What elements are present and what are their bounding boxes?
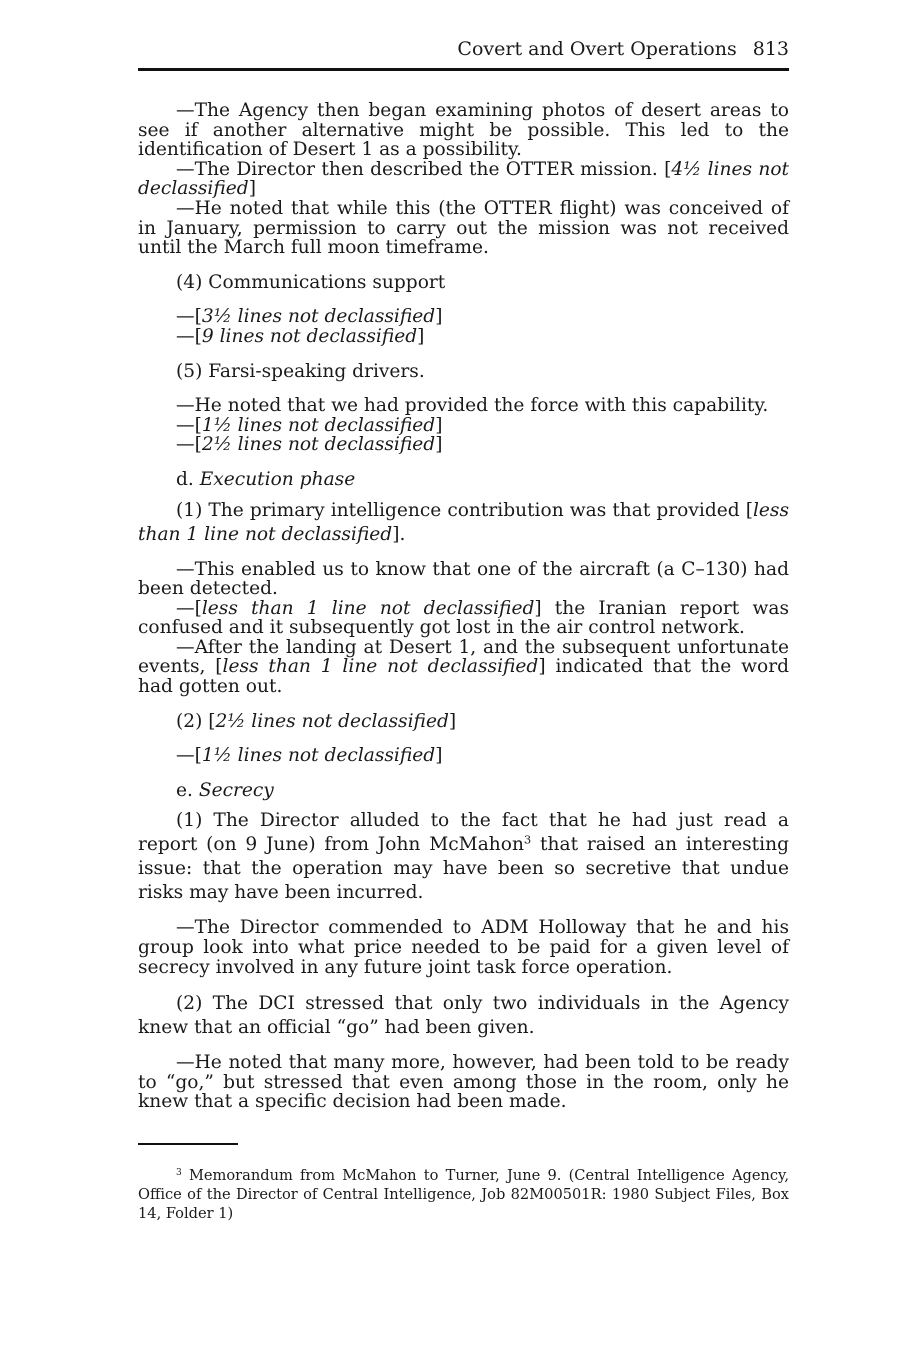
paragraph-text: that raised an interesting issue: that the operation may have been so secretive that undue risks may have been incurred. <box>138 834 789 904</box>
bracket: ] <box>435 306 443 328</box>
redaction-note: 2½ lines not declassified <box>215 710 449 732</box>
footnote-marker: 3 <box>176 1168 182 1179</box>
paragraph <box>138 599 789 638</box>
paragraph-text: ] the Iranian report was confused and it subsequently got lost in the air control network. <box>138 597 789 639</box>
redaction-note: less than 1 line not declassified <box>138 499 789 545</box>
bracket: ] <box>417 325 425 347</box>
paragraph: (2) The DCI stressed that only two individuals in the Agency knew that an official “go” had been given. <box>138 993 789 1039</box>
page-number: 813 <box>752 38 789 60</box>
paragraph <box>138 416 789 436</box>
redaction-note: less than 1 line not declassified <box>222 656 539 678</box>
section-title: Secrecy <box>198 779 274 801</box>
bracket: ]. <box>392 523 406 545</box>
bracket: ] <box>435 414 443 436</box>
paragraph: (4) Communications support <box>176 271 446 293</box>
footnote <box>138 1166 789 1223</box>
paragraph-text: —After the landing at Desert 1, and the subsequent unfortunate events, [ <box>138 636 789 678</box>
paragraph-text: (1) The Director alluded to the fact that he had just read a report (on 9 June) from John McMahon <box>138 810 789 856</box>
paragraph: —This enabled us to know that one of the aircraft (a C–130) had been detected. <box>138 558 789 600</box>
paragraph <box>138 160 789 199</box>
bracket: (2) [ <box>176 710 216 732</box>
redaction-note: 1½ lines not declassified <box>201 414 436 436</box>
paragraph: —He noted that while this (the OTTER flight) was conceived of in January, permission to carry out the mission was not received until the March full moon timeframe. <box>138 197 789 259</box>
running-header-title: Covert and Overt Operations <box>457 38 737 60</box>
bracket: —[ <box>176 325 202 347</box>
paragraph-text: ] indicated that the word had gotten out. <box>138 656 789 698</box>
bracket: —[ <box>176 306 202 328</box>
section-title: Execution phase <box>199 468 356 490</box>
paragraph-text: —The Director then described the OTTER mission. [ <box>176 158 672 180</box>
paragraph: (5) Farsi-speaking drivers. <box>176 360 425 382</box>
bracket: ] <box>435 745 443 767</box>
paragraph <box>138 307 789 327</box>
paragraph: —The Agency then began examining photos of desert areas to see if another alternative might be possible. This led to the identification of Desert 1 as a possibility. <box>138 100 789 161</box>
redaction-note: less than 1 line not declassified <box>201 597 535 619</box>
footnote-text: Memorandum from McMahon to Turner, June 9. (Central Intelligence Agency, Office of the Director of Central Intelligence, Job 82M00501R: 1980 Subject Files, Box 14, Folder 1) <box>138 1167 789 1222</box>
paragraph: —The Director commended to ADM Holloway that he and his group look into what price needed to be paid for a given level of secrecy involved in any future joint task force operation. <box>138 917 789 978</box>
running-header <box>138 38 789 64</box>
redaction-note: 3½ lines not declassified <box>201 306 436 328</box>
paragraph <box>138 638 789 697</box>
bracket: ] <box>448 710 457 732</box>
paragraph <box>138 809 789 905</box>
redaction-note: 4½ lines not declassified <box>138 158 790 200</box>
section-label: e. <box>176 779 199 801</box>
footnote-rule <box>138 1143 238 1145</box>
bracket: —[ <box>176 597 202 619</box>
document-body <box>138 101 789 1112</box>
bracket: —[ <box>176 414 202 436</box>
redaction-note: 2½ lines not declassified <box>201 434 436 456</box>
header-rule <box>138 68 789 71</box>
paragraph <box>138 712 789 732</box>
paragraph <box>138 746 789 766</box>
paragraph: —He noted that many more, however, had been told to be ready to “go,” but stressed that even among those in the room, only he knew that a specific decision had been made. <box>138 1052 789 1113</box>
section-label: d. <box>176 468 200 490</box>
paragraph <box>138 327 789 347</box>
bracket: ] <box>248 178 256 200</box>
bracket: —[ <box>176 434 202 456</box>
paragraph <box>138 499 789 547</box>
section-heading <box>138 781 789 801</box>
bracket: —[ <box>176 745 202 767</box>
footnote-reference[interactable]: 3 <box>523 833 532 848</box>
paragraph <box>138 435 789 455</box>
paragraph: —He noted that we had provided the force with this capability. <box>176 395 769 417</box>
paragraph-text: (1) The primary intelligence contribution was that provided [ <box>176 499 753 521</box>
redaction-note: 1½ lines not declassified <box>201 745 436 767</box>
bracket: ] <box>435 434 443 456</box>
redaction-note: 9 lines not declassified <box>201 325 418 347</box>
section-heading <box>138 470 789 490</box>
